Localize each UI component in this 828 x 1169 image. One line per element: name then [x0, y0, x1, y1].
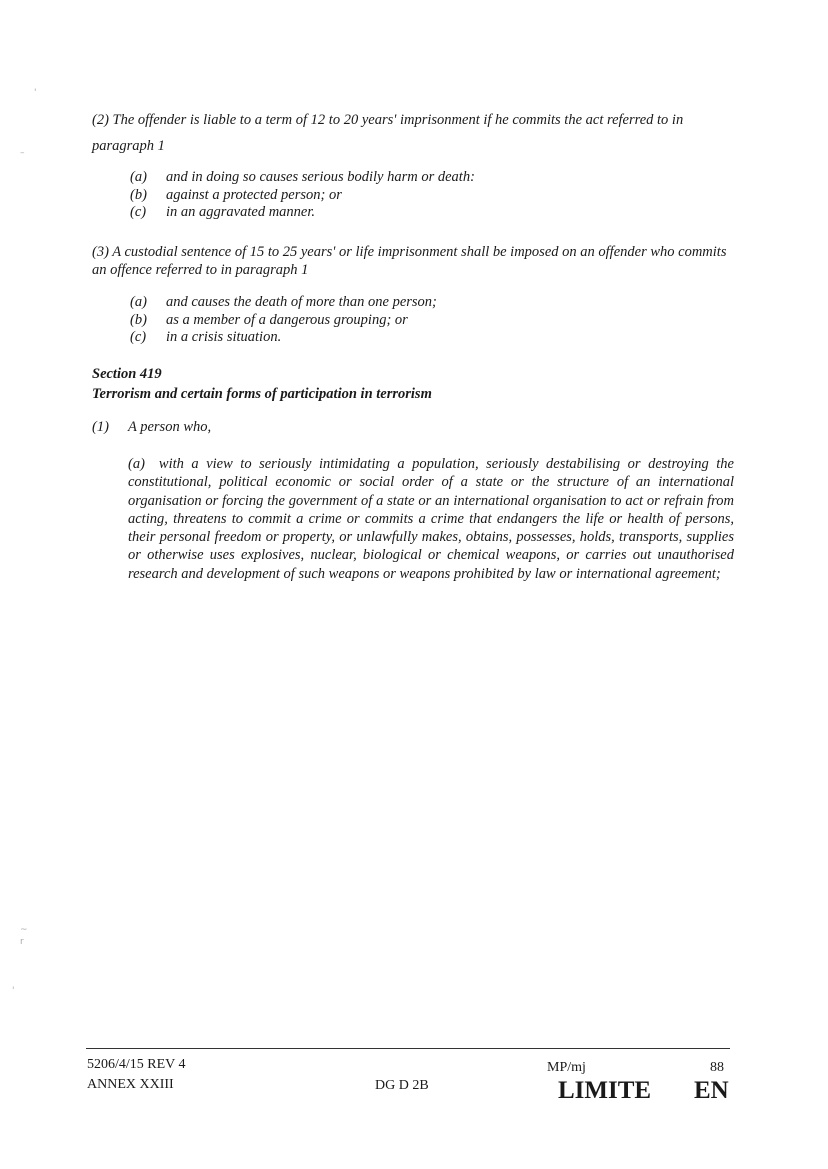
doc-reference: 5206/4/15 REV 4	[87, 1057, 186, 1072]
item-text: in an aggravated manner.	[166, 204, 316, 220]
annex-label: ANNEX XXIII	[87, 1077, 174, 1092]
list-item	[130, 169, 475, 187]
item-label: (a)	[130, 169, 147, 185]
list-item	[130, 329, 437, 347]
paragraph-3: (3) A custodial sentence of 15 to 25 years' or life imprisonment shall be imposed on an offender who commits an offence referred to in paragraph 1	[92, 244, 727, 278]
subparagraph-label: (a)	[128, 456, 145, 472]
paragraph-2: (2) The offender is liable to a term of 12 to 20 years' imprisonment if he commits the act referred to in paragraph 1	[92, 112, 684, 154]
item-text: in a crisis situation.	[166, 329, 282, 345]
section-heading	[92, 364, 432, 404]
item-text: as a member of a dangerous grouping; or	[166, 311, 408, 328]
subparagraph-text: with a view to seriously intimidating a population, seriously destabilising or destroying the constitutional, political economic or social order of a state or the structure of an international organisation or forcing the government of a state or an international organisation to act or refrain from acting, threatens to commit a crime or commits a crime that endangers the life or health of persons, their personal freedom or property, or unlawfully makes, obtains, possesses, holds, transports, supplies or otherwise uses explosives, nuclear, biological or chemical weapons, or carries out unauthorised research and development of such weapons or weapons prohibited by law or international agreement;	[128, 456, 734, 582]
list-item	[130, 312, 437, 330]
section-title: Terrorism and certain forms of participation in terrorism	[92, 386, 432, 402]
list-item	[130, 187, 475, 205]
section-number: Section 419	[92, 366, 162, 382]
paragraph-1	[92, 418, 211, 436]
subparagraph-a	[128, 455, 734, 583]
paragraph-3-list	[130, 294, 437, 347]
item-label: (a)	[130, 294, 147, 310]
item-label: (b)	[130, 186, 147, 203]
paragraph-label: (1)	[92, 419, 109, 435]
list-item	[130, 204, 475, 222]
item-label: (c)	[130, 204, 147, 220]
initials: MP/mj	[547, 1060, 586, 1075]
list-item	[130, 294, 437, 312]
page-number: 88	[710, 1060, 724, 1075]
item-text: and causes the death of more than one person;	[166, 294, 437, 310]
footer-rule	[86, 1048, 730, 1049]
item-text: against a protected person; or	[166, 186, 342, 203]
paragraph-text: A person who,	[128, 419, 212, 435]
item-label: (c)	[130, 329, 147, 345]
dg-label: DG D 2B	[375, 1078, 429, 1093]
classification-label: LIMITE	[558, 1077, 652, 1104]
item-text: and in doing so causes serious bodily harm or death:	[166, 169, 475, 185]
paragraph-2-list	[130, 169, 475, 222]
language-code: EN	[694, 1077, 729, 1104]
item-label: (b)	[130, 311, 147, 328]
